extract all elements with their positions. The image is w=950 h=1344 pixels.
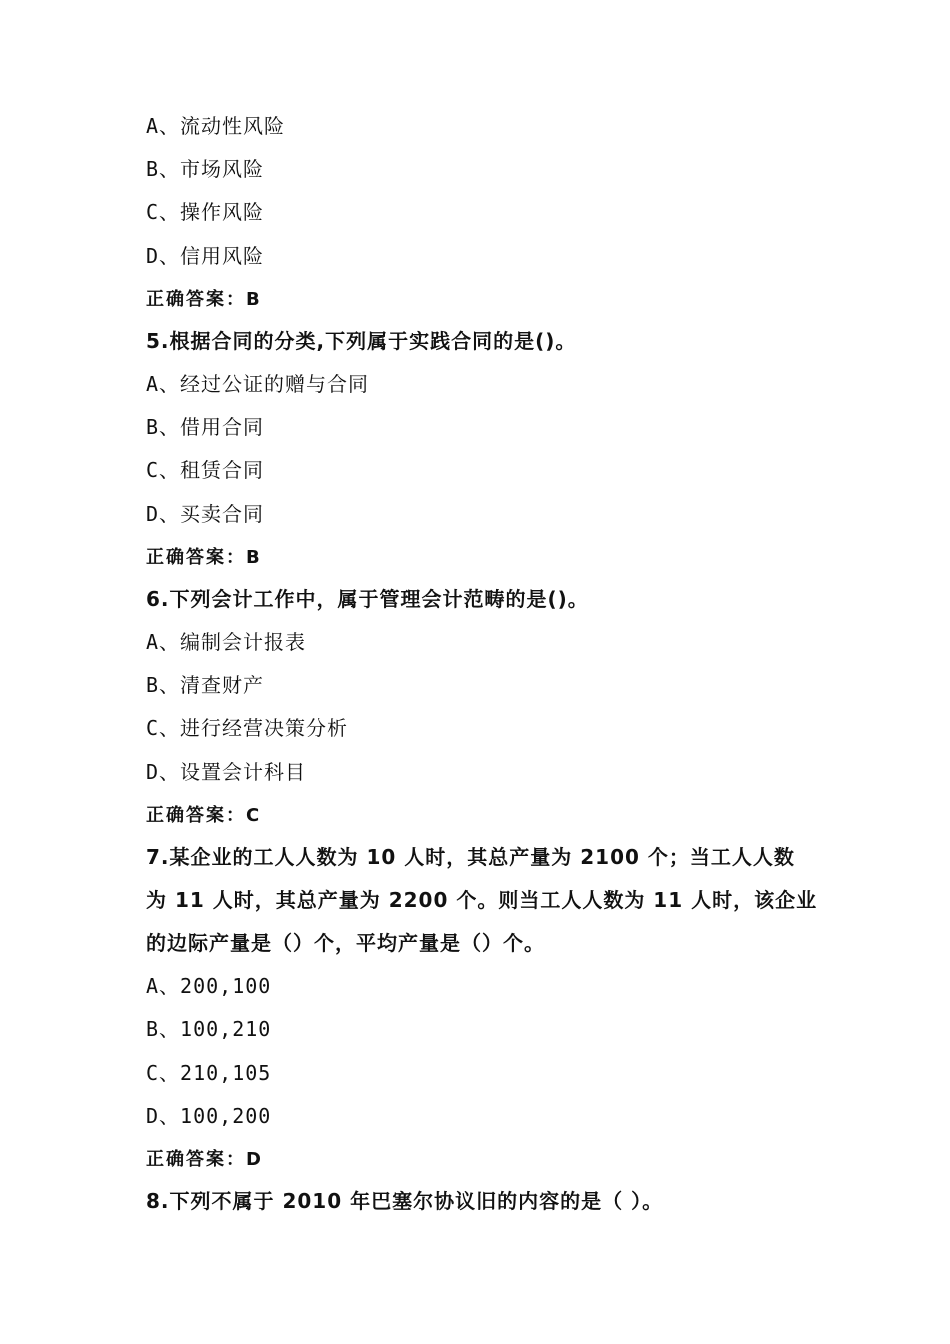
q5-option-d: D、买卖合同 [146, 502, 265, 526]
q6-option-d: D、设置会计科目 [146, 760, 307, 784]
option-c: C、操作风险 [146, 200, 265, 224]
q5-option-b: B、借用合同 [146, 415, 265, 439]
question-7-line-2: 为 11 人时，其总产量为 2200 个。则当工人人数为 11 人时，该企业 [146, 888, 818, 912]
q6-answer: 正确答案：C [146, 805, 262, 826]
option-a: A、流动性风险 [146, 114, 286, 138]
option-b: B、市场风险 [146, 157, 265, 181]
q7-option-a: A、200,100 [146, 974, 272, 998]
q7-option-b: B、100,210 [146, 1017, 272, 1041]
q6-option-c: C、进行经营决策分析 [146, 716, 349, 740]
q5-option-c: C、租赁合同 [146, 458, 265, 482]
question-5-text: 5.根据合同的分类,下列属于实践合同的是()。 [146, 329, 577, 353]
q6-option-a: A、编制会计报表 [146, 630, 307, 654]
question-6-text: 6.下列会计工作中，属于管理会计范畴的是()。 [146, 587, 589, 611]
answer-line: 正确答案：B [146, 289, 262, 310]
q7-answer: 正确答案：D [146, 1149, 263, 1170]
q7-option-c: C、210,105 [146, 1061, 272, 1085]
q6-option-b: B、清查财产 [146, 673, 265, 697]
question-7-line-1: 7.某企业的工人人数为 10 人时，其总产量为 2100 个；当工人人数 [146, 845, 795, 869]
option-d: D、信用风险 [146, 244, 265, 268]
q7-option-d: D、100,200 [146, 1104, 272, 1128]
q5-option-a: A、经过公证的赠与合同 [146, 372, 370, 396]
question-8-text: 8.下列不属于 2010 年巴塞尔协议旧的内容的是（ ）。 [146, 1189, 664, 1213]
q5-answer: 正确答案：B [146, 547, 262, 568]
question-7-line-3: 的边际产量是（）个，平均产量是（）个。 [146, 931, 545, 955]
